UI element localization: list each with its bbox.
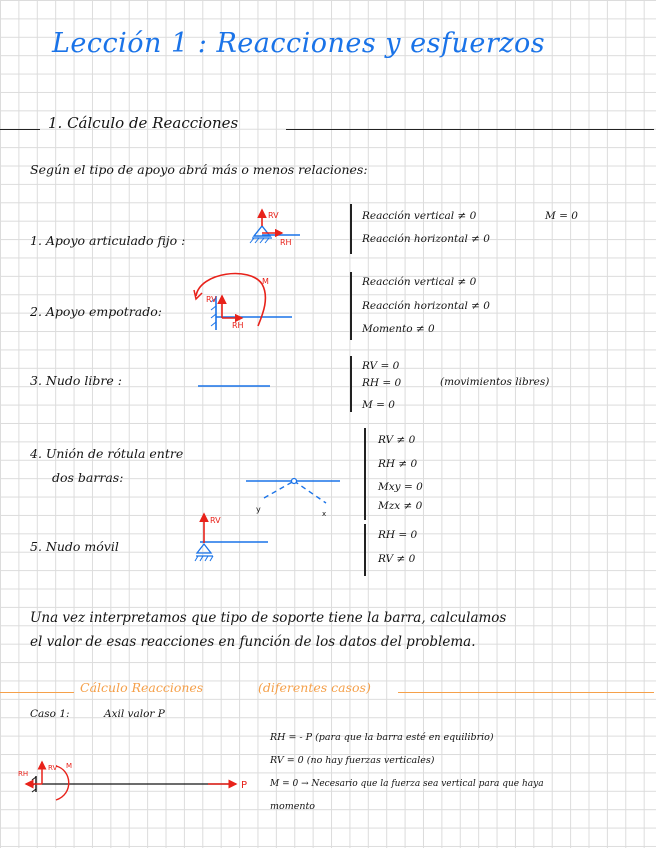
item-5-note-1: RH = 0 [378, 529, 418, 541]
case-1-label: Caso 1: [30, 708, 70, 720]
item-1-note-1: Reacción vertical ≠ 0 [362, 210, 477, 222]
item-1-symbol-rh: RH [280, 238, 292, 247]
item-2-symbol-rh: RH [232, 321, 244, 330]
item-4-symbol-y: y [256, 505, 261, 514]
item-5-roller-diagram [195, 514, 268, 561]
item-2-note-3: Momento ≠ 0 [362, 323, 435, 335]
item-3-note-2: RH = 0 [362, 377, 402, 389]
item-2-symbol-rv: RV [206, 295, 217, 304]
item-3-note-3: M = 0 [362, 399, 395, 411]
item-4-note-4: Mzx ≠ 0 [378, 500, 423, 512]
item-4-note-1: RV ≠ 0 [378, 434, 416, 446]
item-3-label: 3. Nudo libre : [30, 373, 122, 388]
item-2-label: 2. Apoyo empotrado: [30, 304, 162, 319]
case-1-symbol-p: P [241, 780, 248, 791]
item-4-note-2: RH ≠ 0 [378, 458, 418, 470]
item-3-extra: (movimientos libres) [440, 376, 550, 388]
item-3-note-1: RV = 0 [362, 360, 400, 372]
case-1-line-4: momento [270, 801, 316, 812]
item-4-label-line-1: 4. Unión de rótula entre [30, 446, 184, 461]
page-title: Lección 1 : Reacciones y esfuerzos [52, 28, 546, 59]
item-5-symbol-rv: RV [210, 516, 221, 525]
item-2-symbol-m: M [262, 277, 269, 286]
item-4-label-line-2: dos barras: [52, 470, 124, 485]
paragraph-line-1: Una vez interpretamos que tipo de soporte tiene la barra, calculamos [30, 610, 507, 626]
case-1-line-2: RV = 0 (no hay fuerzas verticales) [270, 755, 435, 766]
item-5-label: 5. Nudo móvil [30, 539, 119, 554]
item-4-note-3: Mxy = 0 [378, 481, 423, 493]
case-1-symbol-m: M [66, 762, 73, 770]
item-1-support-diagram [250, 210, 300, 247]
item-4-symbol-x: x [322, 510, 327, 518]
case-1-symbol-rh: RH [18, 770, 29, 778]
item-1-label: 1. Apoyo articulado fijo : [30, 233, 186, 248]
item-1-note-2: Reacción horizontal ≠ 0 [362, 233, 490, 245]
intro-text: Según el tipo de apoyo abrá más o menos relaciones: [30, 162, 368, 177]
item-1-symbol-rv: RV [268, 211, 279, 220]
item-5-note-2: RV ≠ 0 [378, 553, 416, 565]
case-1-desc: Axil valor P [104, 708, 165, 720]
paragraph-line-2: el valor de esas reacciones en función de los datos del problema. [30, 634, 476, 650]
section-2-heading-a: Cálculo Reacciones [80, 680, 204, 695]
case-1-diagram [18, 762, 247, 800]
item-2-support-diagram [194, 274, 292, 330]
case-1-line-1: RH = - P (para que la barra esté en equilibrio) [270, 732, 494, 743]
case-1-line-3: M = 0 → Necesario que la fuerza sea vertical para que haya [270, 779, 544, 789]
item-2-note-1: Reacción vertical ≠ 0 [362, 276, 477, 288]
section-heading: 1. Cálculo de Reacciones [48, 114, 239, 132]
case-1-symbol-rv: RV [48, 764, 58, 772]
item-4-hinge-diagram [246, 479, 340, 519]
item-1-extra: M = 0 [545, 210, 578, 222]
item-2-note-2: Reacción horizontal ≠ 0 [362, 300, 490, 312]
section-2-heading-b: (diferentes casos) [258, 680, 371, 695]
